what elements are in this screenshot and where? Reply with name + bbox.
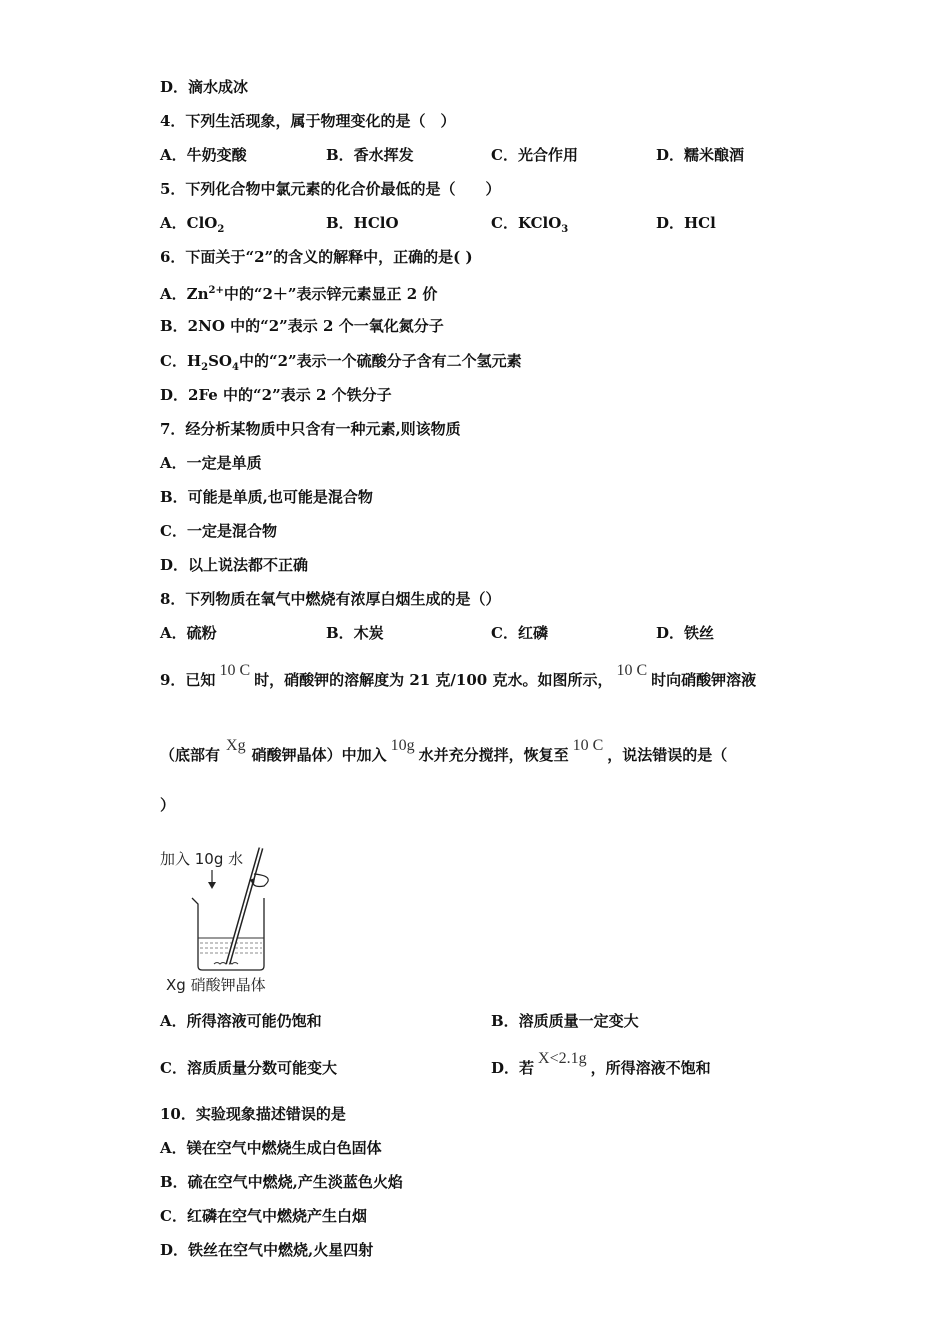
q6-option-c: C．$H_2SO_4$中的“2”表示一个硫酸分子含有二个氢元素 [160,352,522,373]
fig-label-add-water: 加入 10g 水 [160,850,244,868]
q3-option-d: D．滴水成冰 [160,78,249,96]
fig-label-crystal: Xg 硝酸钾晶体 [166,976,266,994]
q9-option-a: A．所得溶液可能仍饱和 [160,1012,322,1030]
q9-temp-2: 10 C [616,662,648,679]
q9-temp-3: 10 C [572,737,604,754]
q8-option-b: B．木炭 [326,624,384,642]
q9-math-x: X<2.1g [538,1050,587,1067]
q9-beaker-figure [158,842,298,1006]
q4-option-b: B．香水挥发 [326,146,414,164]
q5-stem: 5．下列化合物中氯元素的化合价最低的是（ ） [160,180,501,198]
q10-option-d: D．铁丝在空气中燃烧,火星四射 [160,1241,374,1259]
q8-option-c: C．红磷 [491,624,548,642]
q9-stem-line3: ） [160,796,176,814]
q10-stem: 10．实验现象描述错误的是 [160,1105,346,1123]
q6-option-b: B．2NO 中的“2”表示 2 个一氧化氮分子 [160,317,444,335]
q9-option-c: C．溶质质量分数可能变大 [160,1059,337,1077]
q9-option-d: D．若X<2.1g，所得溶液不饱和 [491,1050,711,1077]
q8-option-a: A．硫粉 [160,624,217,642]
q6-stem: 6．下面关于“2”的含义的解释中，正确的是( ) [160,248,473,266]
q8-option-d: D．铁丝 [656,624,715,642]
q4-option-a: A．牛奶变酸 [160,146,247,164]
q10-option-a: A．镁在空气中燃烧生成白色固体 [160,1139,382,1157]
q5-option-b: B．HClO [326,214,399,232]
q10-option-c: C．红磷在空气中燃烧产生白烟 [160,1207,367,1225]
q5-option-a: A．ClO$_2$ [160,214,225,235]
q6-option-a: A．$Zn^{2+}$中的“2＋”表示锌元素显正 2 价 [160,285,438,303]
q9-mass-water: 10g [390,737,415,754]
q6-option-d: D．2Fe 中的“2”表示 2 个铁分子 [160,386,392,404]
q9-stem-line1: 9．已知10 C时，硝酸钾的溶解度为 21 克/100 克水。如图所示，10 C时向硝酸钾溶液 [160,662,757,689]
q9-option-b: B．溶质质量一定变大 [491,1012,639,1030]
q9-mass-x: Xg [226,737,246,754]
q5-option-c: C．KClO$_3$ [491,214,569,235]
q7-option-b: B．可能是单质,也可能是混合物 [160,488,373,506]
q9-stem-line2: （底部有Xg硝酸钾晶体）中加入10g水并充分搅拌，恢复至10 C，说法错误的是（ [160,737,728,764]
q10-option-b: B．硫在空气中燃烧,产生淡蓝色火焰 [160,1173,403,1191]
q7-stem: 7．经分析某物质中只含有一种元素,则该物质 [160,420,461,438]
q7-option-c: C．一定是混合物 [160,522,277,540]
q4-option-d: D．糯米酿酒 [656,146,745,164]
q7-option-d: D．以上说法都不正确 [160,556,309,574]
q4-option-c: C．光合作用 [491,146,578,164]
q8-stem: 8．下列物质在氧气中燃烧有浓厚白烟生成的是（） [160,590,501,608]
q7-option-a: A．一定是单质 [160,454,262,472]
q4-stem: 4．下列生活现象，属于物理变化的是（ ） [160,112,456,130]
q9-temp-1: 10 C [219,662,251,679]
q5-option-d: D．HCl [656,214,716,232]
